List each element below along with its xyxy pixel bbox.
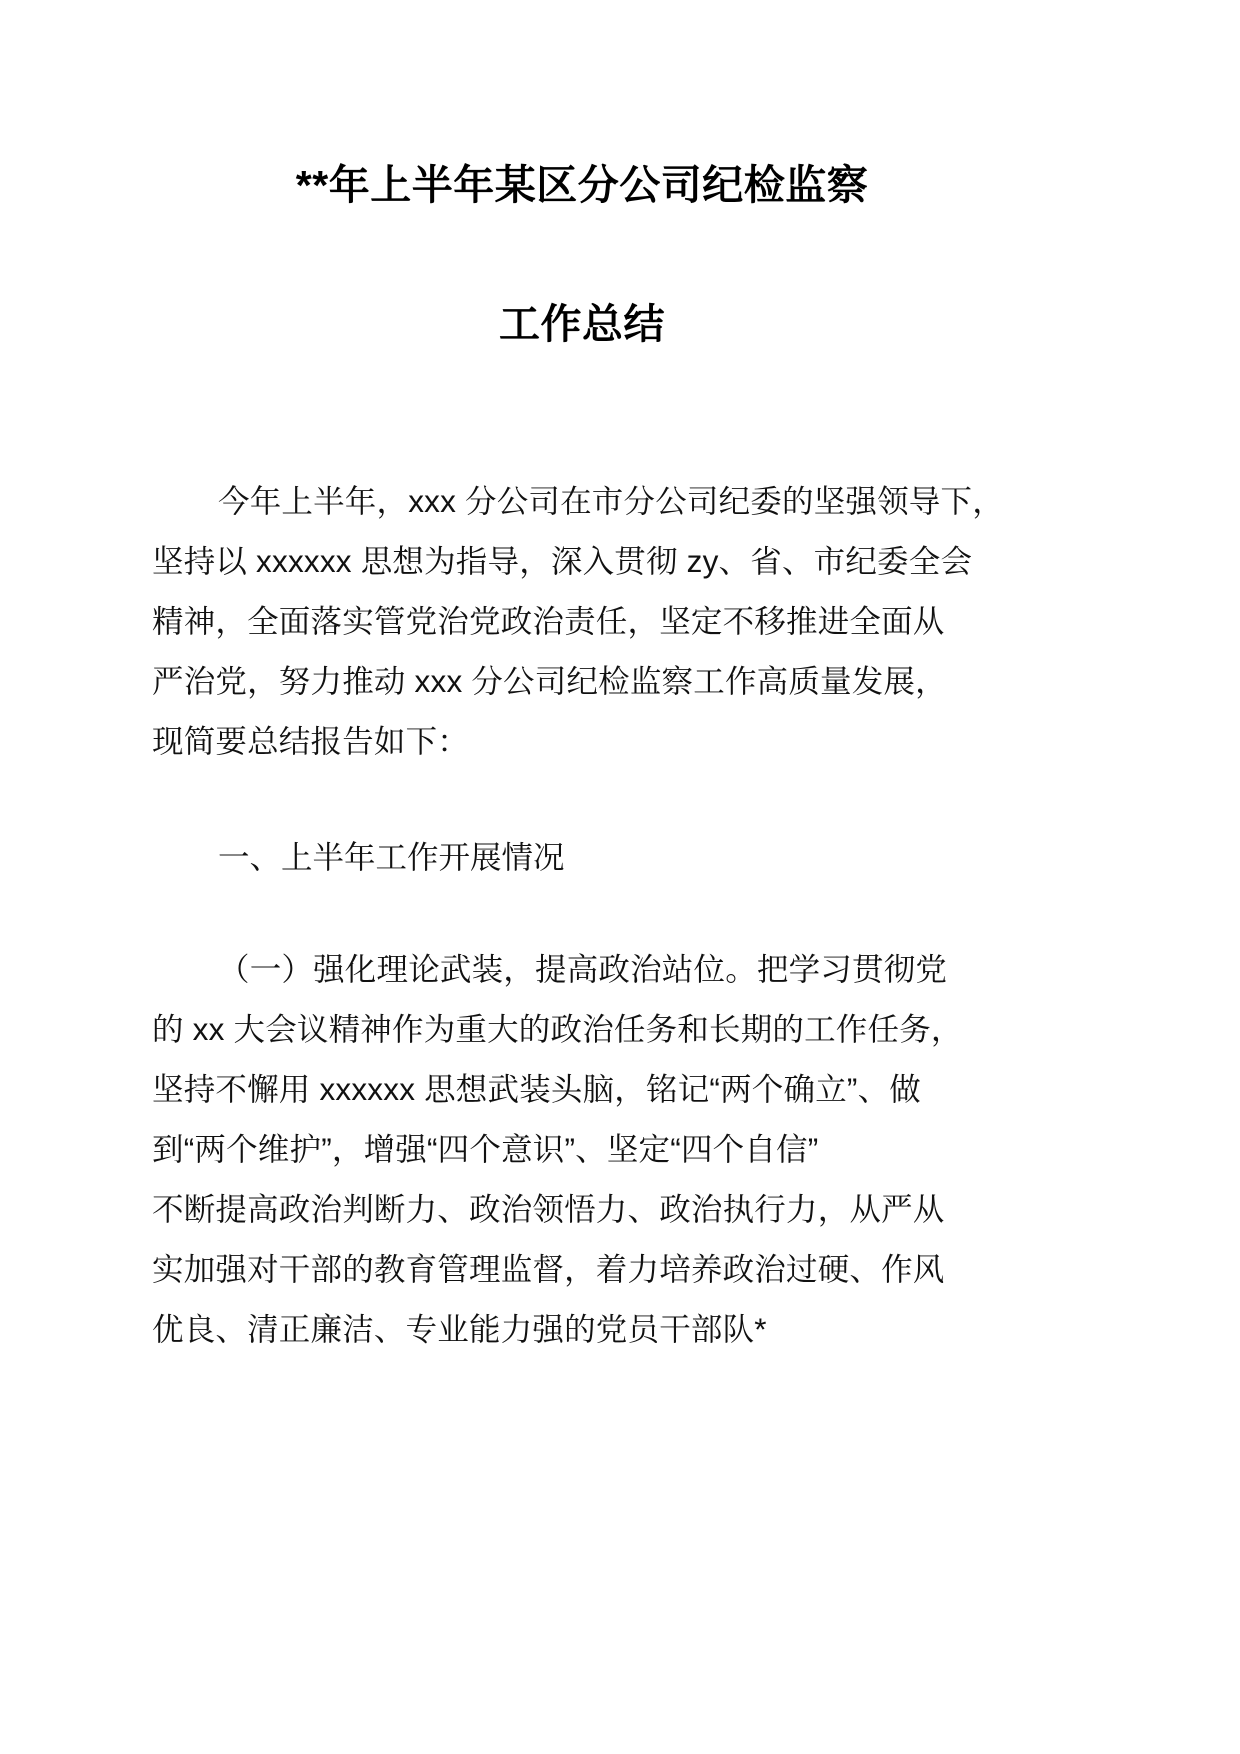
paragraph-line: 的 xx 大会议精神作为重大的政治任务和长期的工作任务， <box>152 1010 963 1047</box>
paragraph-intro <box>152 471 1012 771</box>
page-title-line-1: **年上半年某区分公司纪检监察 <box>295 162 869 208</box>
paragraph-line: 坚持不懈用 xxxxxx 思想武装头脑，铭记“两个确立”、做 <box>152 1070 921 1107</box>
paragraph-line: 不断提高政治判断力、政治领悟力、政治执行力，从严从 <box>152 1190 945 1227</box>
page-title-line-2: 工作总结 <box>499 301 665 348</box>
paragraph-line: 优良、清正廉洁、专业能力强的党员干部队* <box>152 1310 767 1347</box>
paragraph-line: 到“两个维护”，增强“四个意识”、坚定“四个自信” <box>152 1130 819 1167</box>
paragraph-line: 坚持以 xxxxxx 思想为指导，深入贯彻 zy、省、市纪委全会 <box>152 542 973 579</box>
paragraph-line: 现简要总结报告如下： <box>152 722 470 759</box>
paragraph-line: 实加强对干部的教育管理监督，着力培养政治过硬、作风 <box>152 1250 945 1287</box>
document-title-block <box>152 0 1012 351</box>
paragraph-spacer <box>152 801 1012 827</box>
document-content <box>152 0 1012 1389</box>
document-body <box>152 471 1012 1359</box>
paragraph-line: 精神，全面落实管党治党政治责任，坚定不移推进全面从 <box>152 602 945 639</box>
paragraph-spacer <box>152 887 1012 913</box>
paragraph-line: （一）强化理论武装，提高政治站位。把学习贯彻党 <box>218 950 948 987</box>
paragraph-spacer <box>152 913 1012 939</box>
paragraph-line: 今年上半年，xxx 分公司在市分公司纪委的坚强领导下， <box>218 482 1004 519</box>
section-heading-one <box>152 827 1012 887</box>
paragraph-subsection-one <box>152 939 1012 1359</box>
paragraph-line: 严治党，努力推动 xxx 分公司纪检监察工作高质量发展， <box>152 662 947 699</box>
section-heading-text: 一、上半年工作开展情况 <box>218 838 565 875</box>
title-gap <box>152 211 1012 299</box>
